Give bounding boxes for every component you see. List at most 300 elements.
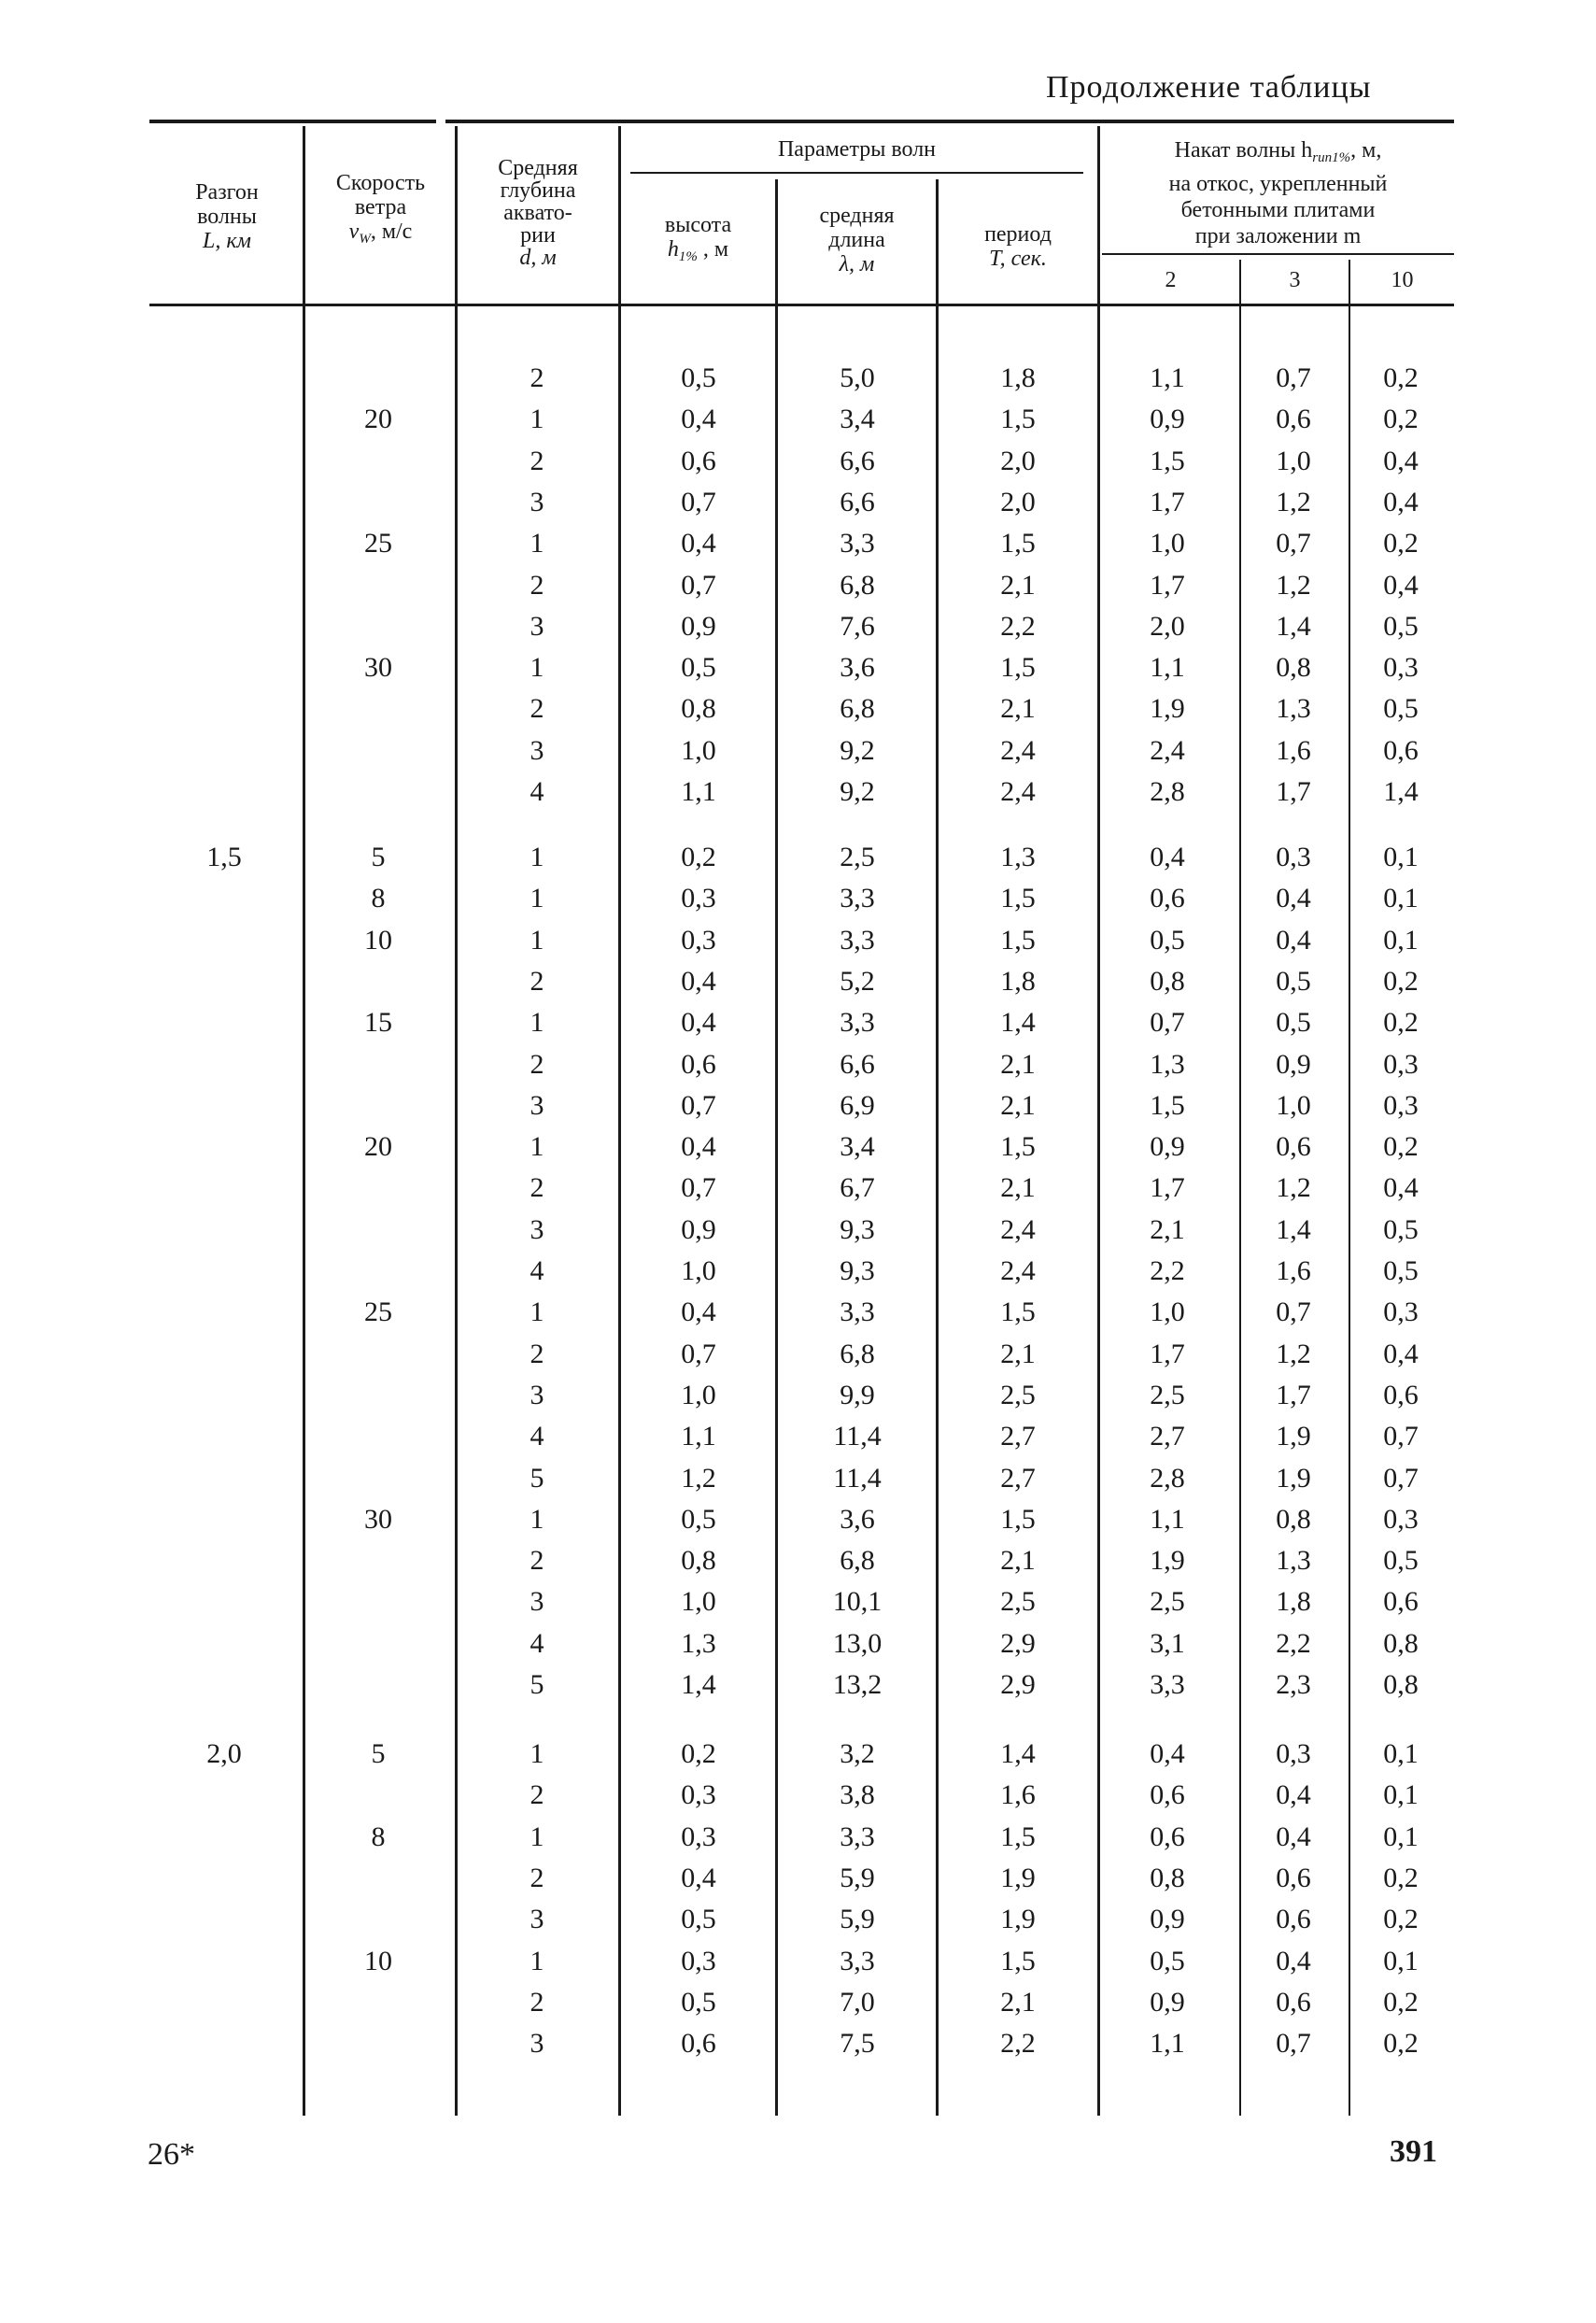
cell-v: 5: [371, 842, 386, 872]
cell-d: 1: [530, 842, 544, 872]
cell-r3: 0,6: [1276, 1131, 1311, 1163]
cell-T: 1,9: [1000, 1904, 1036, 1935]
cell-d: 1: [530, 1503, 544, 1535]
cell-h: 0,3: [681, 883, 716, 914]
cell-r10: 0,5: [1383, 693, 1419, 725]
cell-r10: 0,6: [1383, 734, 1419, 766]
cell-r10: 0,2: [1383, 404, 1419, 435]
cell-d: 2: [530, 1048, 544, 1080]
cell-r10: 0,5: [1383, 1213, 1419, 1245]
cell-r2: 1,7: [1150, 1172, 1185, 1204]
wave-params-rule: [630, 172, 1083, 174]
cell-d: 4: [530, 776, 544, 807]
cell-d: 5: [530, 1462, 544, 1494]
cell-d: 3: [530, 1379, 544, 1410]
cell-d: 2: [530, 1779, 544, 1811]
cell-r3: 1,2: [1276, 569, 1311, 601]
cell-lambda: 9,2: [840, 734, 875, 766]
cell-lambda: 2,5: [840, 842, 875, 872]
cell-T: 2,1: [1000, 1172, 1036, 1204]
cell-h: 0,2: [681, 1738, 716, 1769]
cell-r2: 2,7: [1150, 1421, 1185, 1452]
cell-r10: 0,2: [1383, 2028, 1419, 2060]
cell-h: 1,0: [681, 1255, 716, 1286]
cell-r3: 1,6: [1276, 734, 1311, 766]
cell-h: 0,5: [681, 652, 716, 684]
cell-r2: 2,5: [1150, 1379, 1185, 1410]
cell-lambda: 3,3: [840, 1296, 875, 1328]
cell-d: 1: [530, 1296, 544, 1328]
cell-T: 1,5: [1000, 528, 1036, 560]
cell-v: 20: [364, 404, 392, 435]
cell-lambda: 3,4: [840, 404, 875, 435]
cell-d: 2: [530, 1986, 544, 2018]
cell-T: 1,5: [1000, 883, 1036, 914]
cell-r2: 2,4: [1150, 734, 1185, 766]
cell-lambda: 5,0: [840, 362, 875, 393]
cell-L: 2,0: [206, 1738, 242, 1769]
cell-r2: 0,9: [1150, 1904, 1185, 1935]
cell-r2: 1,1: [1150, 362, 1185, 393]
header-depth: Средняя глубина аквато- рии d, м: [498, 156, 578, 270]
cell-lambda: 11,4: [833, 1421, 882, 1452]
cell-d: 2: [530, 1862, 544, 1893]
cell-T: 2,1: [1000, 1986, 1036, 2018]
cell-r2: 1,1: [1150, 1503, 1185, 1535]
cell-h: 0,6: [681, 1048, 716, 1080]
cell-T: 2,2: [1000, 610, 1036, 642]
cell-h: 0,4: [681, 404, 716, 435]
cell-r3: 0,7: [1276, 2028, 1311, 2060]
cell-v: 25: [364, 528, 392, 560]
cell-d: 2: [530, 1172, 544, 1204]
header-wave-height: высота $h_{1\%}$ , м: [664, 213, 732, 264]
cell-r3: 0,6: [1276, 1862, 1311, 1893]
cell-T: 1,8: [1000, 362, 1036, 393]
cell-T: 2,7: [1000, 1462, 1036, 1494]
cell-lambda: 11,4: [833, 1462, 882, 1494]
cell-r10: 0,2: [1383, 1862, 1419, 1893]
cell-T: 2,2: [1000, 2028, 1036, 2060]
header-slope-2: 2: [1165, 268, 1177, 292]
cell-r3: 0,8: [1276, 652, 1311, 684]
cell-lambda: 3,3: [840, 924, 875, 956]
cell-h: 0,7: [681, 569, 716, 601]
header-slope-3: 3: [1289, 268, 1301, 292]
cell-r2: 0,4: [1150, 842, 1185, 872]
cell-d: 1: [530, 1945, 544, 1976]
cell-h: 0,4: [681, 1862, 716, 1893]
cell-r10: 0,4: [1383, 569, 1419, 601]
header-fetch: Разгон волны L, км: [195, 180, 259, 253]
cell-r2: 1,7: [1150, 486, 1185, 517]
cell-r2: 1,7: [1150, 569, 1185, 601]
cell-r10: 0,1: [1383, 883, 1419, 914]
cell-r3: 0,7: [1276, 1296, 1311, 1328]
cell-v: 8: [371, 1820, 386, 1852]
cell-T: 1,5: [1000, 1131, 1036, 1163]
cell-r3: 0,7: [1276, 528, 1311, 560]
cell-r10: 0,1: [1383, 842, 1419, 872]
cell-lambda: 6,8: [840, 693, 875, 725]
header-slope-10: 10: [1391, 268, 1414, 292]
cell-T: 2,4: [1000, 776, 1036, 807]
cell-T: 2,7: [1000, 1421, 1036, 1452]
header-wave-params: Параметры волн: [777, 137, 937, 162]
cell-r3: 0,4: [1276, 924, 1311, 956]
cell-r3: 1,2: [1276, 486, 1311, 517]
cell-h: 1,1: [681, 1421, 716, 1452]
top-rule-right: [445, 120, 1454, 123]
cell-r2: 3,1: [1150, 1627, 1185, 1659]
cell-d: 3: [530, 2028, 544, 2060]
cell-lambda: 6,9: [840, 1089, 875, 1121]
cell-v: 10: [364, 924, 392, 956]
cell-r3: 0,6: [1276, 1986, 1311, 2018]
cell-lambda: 7,6: [840, 610, 875, 642]
cell-d: 2: [530, 445, 544, 476]
cell-r2: 2,5: [1150, 1586, 1185, 1618]
cell-v: 15: [364, 1007, 392, 1039]
cell-h: 0,8: [681, 1545, 716, 1577]
cell-d: 4: [530, 1255, 544, 1286]
cell-r10: 0,8: [1383, 1669, 1419, 1700]
cell-h: 0,4: [681, 528, 716, 560]
cell-r10: 0,5: [1383, 1545, 1419, 1577]
header-bottom-rule: [149, 304, 1454, 306]
cell-T: 1,5: [1000, 1296, 1036, 1328]
cell-r3: 1,8: [1276, 1586, 1311, 1618]
cell-r3: 1,3: [1276, 693, 1311, 725]
cell-d: 2: [530, 362, 544, 393]
cell-d: 1: [530, 883, 544, 914]
cell-T: 1,5: [1000, 1503, 1036, 1535]
cell-r3: 1,0: [1276, 445, 1311, 476]
cell-r10: 0,1: [1383, 1945, 1419, 1976]
cell-v: 30: [364, 1503, 392, 1535]
cell-r2: 1,9: [1150, 1545, 1185, 1577]
cell-h: 0,4: [681, 1007, 716, 1039]
cell-r2: 0,6: [1150, 883, 1185, 914]
cell-r10: 0,5: [1383, 1255, 1419, 1286]
cell-d: 2: [530, 965, 544, 997]
top-rule-left: [149, 120, 436, 123]
cell-lambda: 6,8: [840, 1338, 875, 1369]
cell-r10: 0,2: [1383, 528, 1419, 560]
cell-r10: 0,1: [1383, 1820, 1419, 1852]
cell-h: 1,0: [681, 1379, 716, 1410]
cell-r2: 3,3: [1150, 1669, 1185, 1700]
cell-h: 0,4: [681, 1131, 716, 1163]
cell-T: 2,1: [1000, 1338, 1036, 1369]
cell-r10: 0,6: [1383, 1379, 1419, 1410]
cell-T: 1,9: [1000, 1862, 1036, 1893]
cell-r2: 2,8: [1150, 776, 1185, 807]
cell-T: 1,5: [1000, 404, 1036, 435]
cell-d: 3: [530, 1213, 544, 1245]
cell-h: 0,7: [681, 1089, 716, 1121]
cell-lambda: 6,8: [840, 1545, 875, 1577]
cell-r10: 0,6: [1383, 1586, 1419, 1618]
cell-h: 0,8: [681, 693, 716, 725]
cell-r2: 0,7: [1150, 1007, 1185, 1039]
cell-r3: 1,7: [1276, 776, 1311, 807]
cell-h: 0,4: [681, 965, 716, 997]
cell-lambda: 3,2: [840, 1738, 875, 1769]
cell-T: 1,4: [1000, 1738, 1036, 1769]
cell-lambda: 3,3: [840, 528, 875, 560]
cell-r3: 1,2: [1276, 1172, 1311, 1204]
cell-lambda: 5,9: [840, 1904, 875, 1935]
cell-r10: 0,1: [1383, 1779, 1419, 1811]
cell-T: 2,0: [1000, 445, 1036, 476]
cell-d: 4: [530, 1627, 544, 1659]
cell-T: 2,1: [1000, 569, 1036, 601]
cell-r3: 2,2: [1276, 1627, 1311, 1659]
cell-v: 30: [364, 652, 392, 684]
cell-T: 1,5: [1000, 1945, 1036, 1976]
cell-h: 0,9: [681, 610, 716, 642]
cell-T: 2,1: [1000, 1545, 1036, 1577]
cell-r10: 0,3: [1383, 1089, 1419, 1121]
header-wave-period: период T, сек.: [984, 222, 1052, 271]
cell-r10: 0,5: [1383, 610, 1419, 642]
cell-r2: 0,5: [1150, 924, 1185, 956]
cell-r3: 1,7: [1276, 1379, 1311, 1410]
cell-r2: 1,5: [1150, 1089, 1185, 1121]
cell-T: 1,4: [1000, 1007, 1036, 1039]
cell-lambda: 3,3: [840, 1007, 875, 1039]
cell-r3: 0,9: [1276, 1048, 1311, 1080]
cell-r2: 1,0: [1150, 1296, 1185, 1328]
cell-h: 1,0: [681, 1586, 716, 1618]
cell-r2: 2,8: [1150, 1462, 1185, 1494]
cell-h: 0,7: [681, 486, 716, 517]
cell-r3: 0,6: [1276, 404, 1311, 435]
cell-d: 1: [530, 924, 544, 956]
cell-lambda: 3,3: [840, 1945, 875, 1976]
cell-lambda: 3,6: [840, 652, 875, 684]
cell-h: 0,7: [681, 1172, 716, 1204]
header-wave-length: средняя длина λ, м: [819, 204, 895, 276]
header-wind-speed: Скорость ветра $v_W$, м/с: [335, 171, 426, 247]
cell-lambda: 9,9: [840, 1379, 875, 1410]
cell-r2: 0,9: [1150, 404, 1185, 435]
cell-L: 1,5: [206, 842, 242, 872]
cell-d: 3: [530, 1586, 544, 1618]
cell-h: 1,1: [681, 776, 716, 807]
cell-r10: 0,2: [1383, 1131, 1419, 1163]
cell-r2: 1,0: [1150, 528, 1185, 560]
cell-lambda: 6,6: [840, 1048, 875, 1080]
signature-mark: 26*: [148, 2137, 195, 2172]
cell-T: 2,5: [1000, 1379, 1036, 1410]
cell-T: 2,9: [1000, 1669, 1036, 1700]
cell-r3: 1,4: [1276, 1213, 1311, 1245]
cell-r2: 0,8: [1150, 965, 1185, 997]
cell-r10: 0,4: [1383, 445, 1419, 476]
cell-r3: 1,3: [1276, 1545, 1311, 1577]
cell-r10: 0,3: [1383, 1296, 1419, 1328]
cell-h: 0,2: [681, 842, 716, 872]
cell-d: 2: [530, 1338, 544, 1369]
cell-h: 0,3: [681, 1820, 716, 1852]
cell-r2: 0,6: [1150, 1820, 1185, 1852]
cell-v: 8: [371, 883, 386, 914]
cell-r3: 1,9: [1276, 1462, 1311, 1494]
cell-h: 0,6: [681, 445, 716, 476]
cell-lambda: 6,6: [840, 486, 875, 517]
slopes-rule: [1102, 253, 1454, 255]
cell-r2: 1,5: [1150, 445, 1185, 476]
cell-r2: 0,4: [1150, 1738, 1185, 1769]
cell-T: 1,6: [1000, 1779, 1036, 1811]
cell-h: 0,9: [681, 1213, 716, 1245]
cell-d: 1: [530, 528, 544, 560]
cell-h: 0,5: [681, 1986, 716, 2018]
cell-T: 1,5: [1000, 924, 1036, 956]
cell-d: 2: [530, 693, 544, 725]
cell-h: 0,5: [681, 1904, 716, 1935]
cell-r3: 0,5: [1276, 1007, 1311, 1039]
cell-T: 2,5: [1000, 1586, 1036, 1618]
cell-T: 2,1: [1000, 1089, 1036, 1121]
cell-d: 2: [530, 569, 544, 601]
cell-h: 0,3: [681, 924, 716, 956]
cell-r10: 0,3: [1383, 652, 1419, 684]
cell-T: 2,4: [1000, 1213, 1036, 1245]
cell-r10: 0,7: [1383, 1462, 1419, 1494]
cell-lambda: 7,5: [840, 2028, 875, 2060]
cell-r3: 1,0: [1276, 1089, 1311, 1121]
cell-lambda: 13,0: [832, 1627, 883, 1659]
cell-h: 1,0: [681, 734, 716, 766]
cell-d: 1: [530, 1007, 544, 1039]
cell-r3: 0,8: [1276, 1503, 1311, 1535]
cell-h: 0,6: [681, 2028, 716, 2060]
cell-lambda: 3,3: [840, 883, 875, 914]
cell-T: 1,5: [1000, 652, 1036, 684]
cell-r2: 0,6: [1150, 1779, 1185, 1811]
cell-T: 2,4: [1000, 734, 1036, 766]
cell-r3: 0,3: [1276, 1738, 1311, 1769]
cell-v: 5: [371, 1738, 386, 1769]
cell-lambda: 9,3: [840, 1213, 875, 1245]
cell-h: 0,5: [681, 1503, 716, 1535]
cell-r10: 0,4: [1383, 1172, 1419, 1204]
cell-v: 20: [364, 1131, 392, 1163]
cell-T: 2,9: [1000, 1627, 1036, 1659]
cell-r3: 0,7: [1276, 362, 1311, 393]
cell-lambda: 9,3: [840, 1255, 875, 1286]
cell-r10: 1,4: [1383, 776, 1419, 807]
cell-d: 3: [530, 610, 544, 642]
cell-lambda: 5,9: [840, 1862, 875, 1893]
cell-d: 3: [530, 486, 544, 517]
cell-r3: 1,4: [1276, 610, 1311, 642]
cell-r2: 1,7: [1150, 1338, 1185, 1369]
cell-d: 4: [530, 1421, 544, 1452]
cell-d: 1: [530, 1820, 544, 1852]
cell-lambda: 7,0: [840, 1986, 875, 2018]
cell-r2: 0,5: [1150, 1945, 1185, 1976]
cell-lambda: 5,2: [840, 965, 875, 997]
cell-r10: 0,3: [1383, 1048, 1419, 1080]
cell-r3: 0,5: [1276, 965, 1311, 997]
header-runup: Накат волны $h_{run1\%}$, м, на откос, укрепленный бетонными плитами при заложении m: [1168, 138, 1388, 248]
cell-r10: 0,3: [1383, 1503, 1419, 1535]
cell-r3: 0,3: [1276, 842, 1311, 872]
cell-T: 1,5: [1000, 1820, 1036, 1852]
cell-r2: 2,0: [1150, 610, 1185, 642]
cell-r3: 0,4: [1276, 1820, 1311, 1852]
cell-r10: 0,1: [1383, 1738, 1419, 1769]
page-heading: Продолжение таблицы: [1046, 70, 1372, 105]
cell-lambda: 3,8: [840, 1779, 875, 1811]
cell-r10: 0,4: [1383, 486, 1419, 517]
cell-r2: 1,9: [1150, 693, 1185, 725]
cell-lambda: 6,6: [840, 445, 875, 476]
cell-h: 1,2: [681, 1462, 716, 1494]
cell-v: 25: [364, 1296, 392, 1328]
cell-h: 0,3: [681, 1779, 716, 1811]
cell-lambda: 10,1: [832, 1586, 883, 1618]
cell-lambda: 6,8: [840, 569, 875, 601]
cell-r3: 0,4: [1276, 883, 1311, 914]
cell-r3: 1,2: [1276, 1338, 1311, 1369]
cell-T: 2,1: [1000, 1048, 1036, 1080]
cell-r2: 2,2: [1150, 1255, 1185, 1286]
cell-d: 2: [530, 1545, 544, 1577]
cell-r10: 0,2: [1383, 1986, 1419, 2018]
cell-d: 5: [530, 1669, 544, 1700]
cell-r10: 0,2: [1383, 965, 1419, 997]
cell-r3: 1,6: [1276, 1255, 1311, 1286]
cell-r2: 1,1: [1150, 652, 1185, 684]
cell-lambda: 13,2: [832, 1669, 883, 1700]
cell-r2: 0,8: [1150, 1862, 1185, 1893]
cell-T: 2,1: [1000, 693, 1036, 725]
cell-r3: 0,6: [1276, 1904, 1311, 1935]
cell-d: 3: [530, 734, 544, 766]
cell-r3: 2,3: [1276, 1669, 1311, 1700]
cell-h: 0,4: [681, 1296, 716, 1328]
cell-h: 1,4: [681, 1669, 716, 1700]
cell-r10: 0,2: [1383, 1904, 1419, 1935]
cell-h: 0,5: [681, 362, 716, 393]
cell-r3: 0,4: [1276, 1779, 1311, 1811]
cell-T: 2,0: [1000, 486, 1036, 517]
cell-r10: 0,4: [1383, 1338, 1419, 1369]
cell-T: 2,4: [1000, 1255, 1036, 1286]
cell-d: 1: [530, 1131, 544, 1163]
cell-r3: 0,4: [1276, 1945, 1311, 1976]
cell-r2: 2,1: [1150, 1213, 1185, 1245]
cell-d: 1: [530, 652, 544, 684]
cell-d: 1: [530, 1738, 544, 1769]
cell-d: 3: [530, 1904, 544, 1935]
cell-r2: 1,3: [1150, 1048, 1185, 1080]
cell-r2: 0,9: [1150, 1986, 1185, 2018]
cell-lambda: 3,3: [840, 1820, 875, 1852]
cell-r10: 0,7: [1383, 1421, 1419, 1452]
cell-v: 10: [364, 1945, 392, 1976]
cell-d: 3: [530, 1089, 544, 1121]
cell-T: 1,8: [1000, 965, 1036, 997]
cell-r10: 0,2: [1383, 1007, 1419, 1039]
cell-h: 1,3: [681, 1627, 716, 1659]
cell-lambda: 3,4: [840, 1131, 875, 1163]
